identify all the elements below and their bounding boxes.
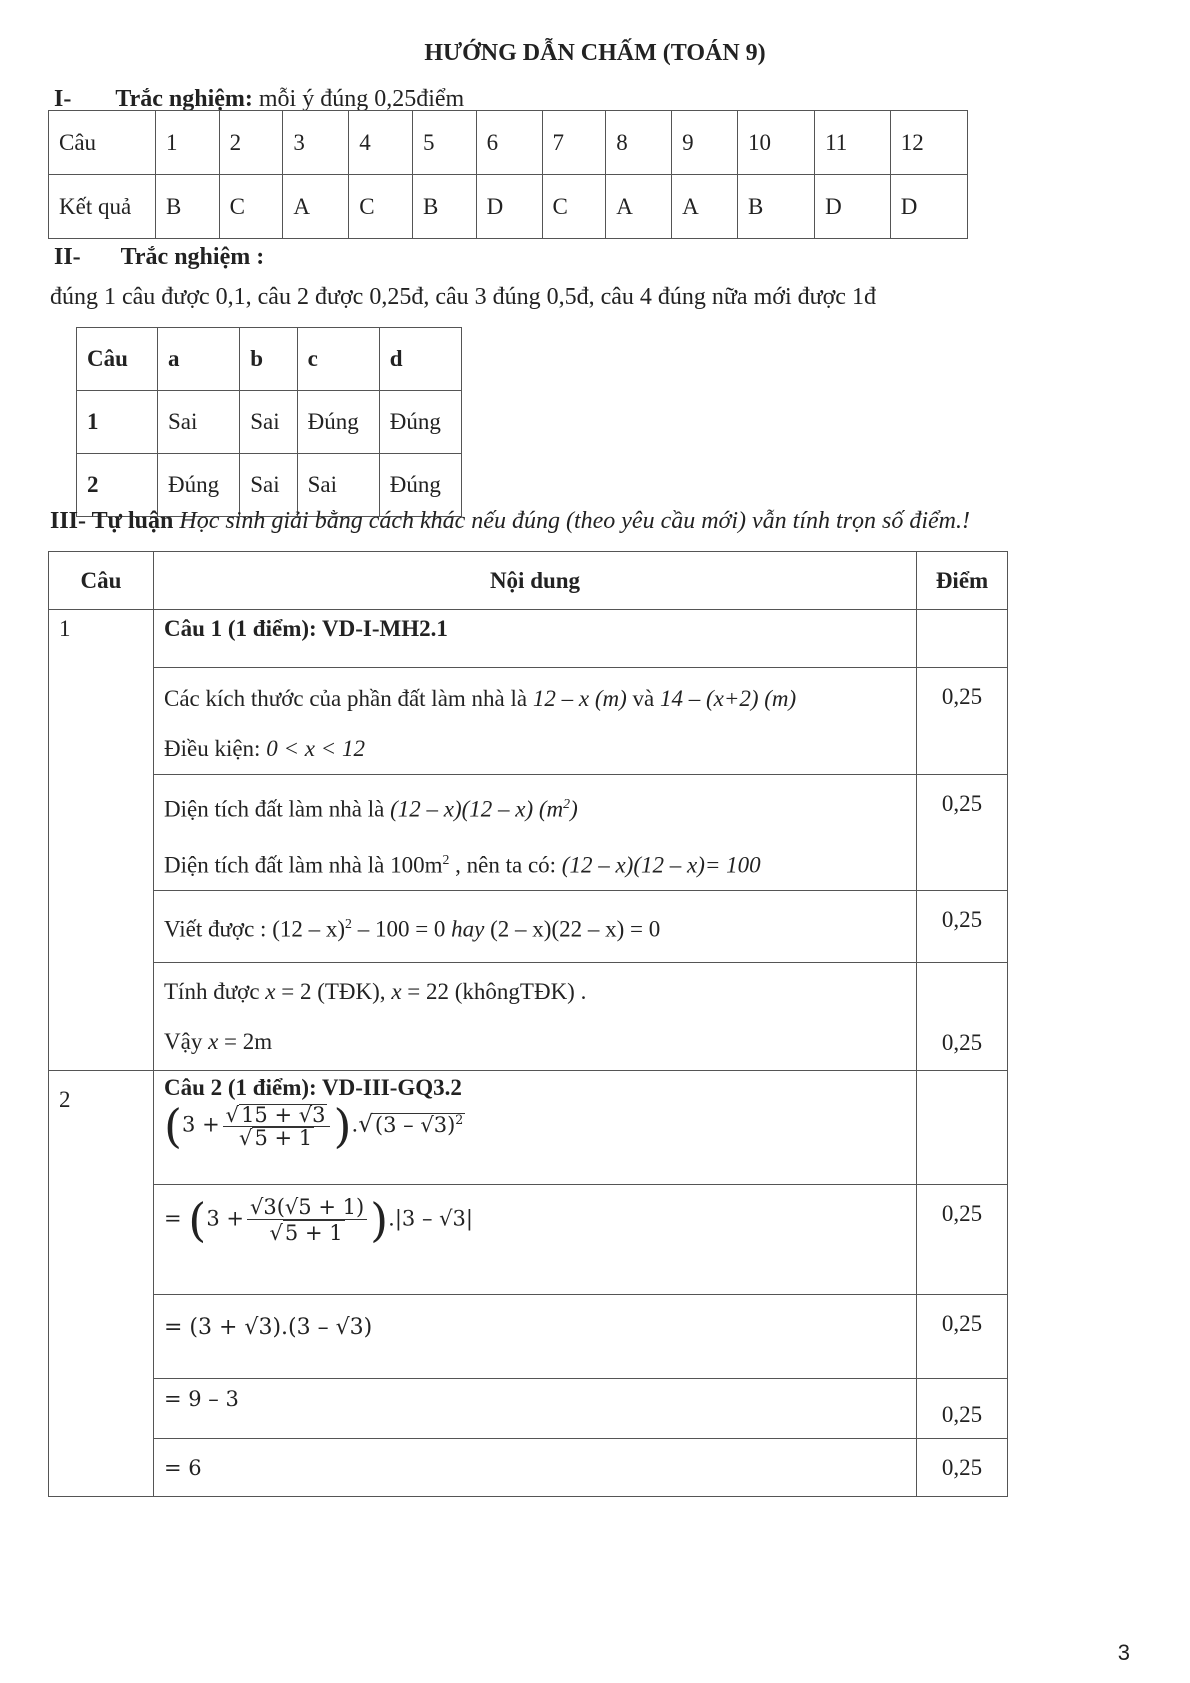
q1-solution: Tính được x = 2 (TĐK), x = 22 (khôngTĐK) . Vậy x = 2m	[154, 963, 917, 1071]
section-2-heading	[54, 244, 264, 271]
tf-header-cell: c	[297, 328, 379, 391]
mcq-header-cell: 1	[156, 111, 220, 175]
mcq-answer-cell: C	[542, 175, 606, 239]
page-number: 3	[1117, 1640, 1130, 1665]
essay-grading-table	[48, 551, 1008, 1497]
q2-step-3: = 9 – 3	[154, 1379, 917, 1439]
mcq-answer-cell: A	[283, 175, 349, 239]
q1-equation: Viết được : (12 – x)$^2$ – 100 = 0 hay (2 – x)(22 – x) = 0	[154, 891, 917, 963]
q2-row-3	[49, 1379, 1008, 1439]
section-number: II-	[54, 244, 81, 270]
q2-expr: (3 + $\frac{√15 + √3}{√5 + 1}$ ).√(3 – √3)$^2$	[164, 1099, 464, 1154]
mcq-answer-cell: D	[815, 175, 891, 239]
q2-row-2	[49, 1295, 1008, 1379]
q1-dimensions: Các kích thước của phần đất làm nhà là 12 – x (m) và 14 – (x+2) (m) Điều kiện: 0 < x < 12	[154, 668, 917, 775]
q1-row-4	[49, 963, 1008, 1071]
page-title: HƯỚNG DẪN CHẤM (TOÁN 9)	[424, 40, 766, 66]
tf-cell: Sai	[297, 454, 379, 517]
tf-row	[77, 391, 462, 454]
mcq-header-cell: 5	[412, 111, 476, 175]
tf-cell: Đúng	[297, 391, 379, 454]
mcq-header-cell: 2	[219, 111, 283, 175]
points-cell	[917, 610, 1008, 668]
col-question: Câu	[49, 552, 154, 610]
mcq-header-cell: 3	[283, 111, 349, 175]
q1-row-2	[49, 775, 1008, 891]
points-cell: 0,25	[917, 963, 1008, 1071]
mcq-answer-cell: C	[349, 175, 413, 239]
q2-row-1	[49, 1185, 1008, 1295]
mcq-answer-cell: B	[156, 175, 220, 239]
points-cell: 0,25	[917, 1379, 1008, 1439]
tf-header-cell: a	[158, 328, 240, 391]
mcq-header-cell: 12	[890, 111, 967, 175]
q1-head: Câu 1 (1 điểm): VD-I-MH2.1	[154, 610, 917, 668]
tf-header-row	[77, 328, 462, 391]
q2-head: Câu 2 (1 điểm): VD-III-GQ3.2	[164, 1075, 462, 1101]
section-2-rule: đúng 1 câu được 0,1, câu 2 được 0,25đ, câu 3 đúng 0,5đ, câu 4 đúng nữa mới được 1đ	[50, 284, 876, 310]
tf-cell: Đúng	[379, 391, 461, 454]
mcq-answer-cell: A	[672, 175, 738, 239]
q2-head-row	[49, 1071, 1008, 1185]
tf-cell: Đúng	[158, 454, 240, 517]
mcq-answer-cell: Kết quả	[49, 175, 156, 239]
mcq-header-cell: 7	[542, 111, 606, 175]
q2-step-4: = 6	[154, 1439, 917, 1497]
points-cell: 0,25	[917, 775, 1008, 891]
section-note: Học sinh giải bằng cách khác nếu đúng (theo yêu cầu mới) vẫn tính trọn số điểm.!	[173, 508, 970, 534]
points-cell: 0,25	[917, 1295, 1008, 1379]
tf-cell: 1	[77, 391, 158, 454]
mcq-answer-cell: D	[476, 175, 542, 239]
mcq-answer-cell: B	[412, 175, 476, 239]
essay-header-row	[49, 552, 1008, 610]
tf-cell: Sai	[158, 391, 240, 454]
points-cell: 0,25	[917, 1185, 1008, 1295]
section-label: III- Tự luận	[50, 508, 174, 534]
section-desc: mỗi ý đúng 0,25điểm	[252, 86, 465, 112]
section-number: I-	[54, 86, 72, 112]
mcq-answer-row	[49, 175, 968, 239]
tf-header-cell: Câu	[77, 328, 158, 391]
q1-row-3	[49, 891, 1008, 963]
q2-expression	[154, 1071, 917, 1185]
section-1-heading	[54, 86, 464, 113]
q2-step-2: = (3 + √3).(3 – √3)	[154, 1295, 917, 1379]
points-cell	[917, 1071, 1008, 1185]
col-content: Nội dung	[154, 552, 917, 610]
mcq-header-cell: 8	[606, 111, 672, 175]
q1-number: 1	[49, 610, 154, 1071]
q2-number: 2	[49, 1071, 154, 1497]
section-3-heading	[50, 508, 970, 535]
mcq-header-cell: 4	[349, 111, 413, 175]
tf-cell: Sai	[240, 391, 297, 454]
mcq-header-row	[49, 111, 968, 175]
mcq-header-cell: 11	[815, 111, 891, 175]
points-cell: 0,25	[917, 1439, 1008, 1497]
mcq-header-cell: 9	[672, 111, 738, 175]
tf-cell: Sai	[240, 454, 297, 517]
tf-header-cell: b	[240, 328, 297, 391]
col-points: Điểm	[917, 552, 1008, 610]
q1-head-row	[49, 610, 1008, 668]
true-false-table	[76, 327, 462, 517]
mcq-header-cell: Câu	[49, 111, 156, 175]
q1-row-1	[49, 668, 1008, 775]
q2-row-4	[49, 1439, 1008, 1497]
q1-area: Diện tích đất làm nhà là (12 – x)(12 – x) $(m^2)$ Diện tích đất làm nhà là $100m^2$ , nên ta có: (12 – x)(12 – x)= 100	[154, 775, 917, 891]
tf-header-cell: d	[379, 328, 461, 391]
q2-step-1: = (3 + $\frac{√3(√5 + 1)}{√5 + 1}$ ).|3 – √3|	[154, 1185, 917, 1295]
mcq-answer-table	[48, 110, 968, 239]
mcq-answer-cell: D	[890, 175, 967, 239]
mcq-answer-cell: C	[219, 175, 283, 239]
mcq-answer-cell: B	[738, 175, 815, 239]
points-cell: 0,25	[917, 668, 1008, 775]
points-cell: 0,25	[917, 891, 1008, 963]
tf-cell: Đúng	[379, 454, 461, 517]
mcq-header-cell: 10	[738, 111, 815, 175]
section-label: Trắc nghiệm:	[115, 86, 253, 112]
mcq-header-cell: 6	[476, 111, 542, 175]
mcq-answer-cell: A	[606, 175, 672, 239]
tf-cell: 2	[77, 454, 158, 517]
section-label: Trắc nghiệm :	[120, 244, 265, 270]
